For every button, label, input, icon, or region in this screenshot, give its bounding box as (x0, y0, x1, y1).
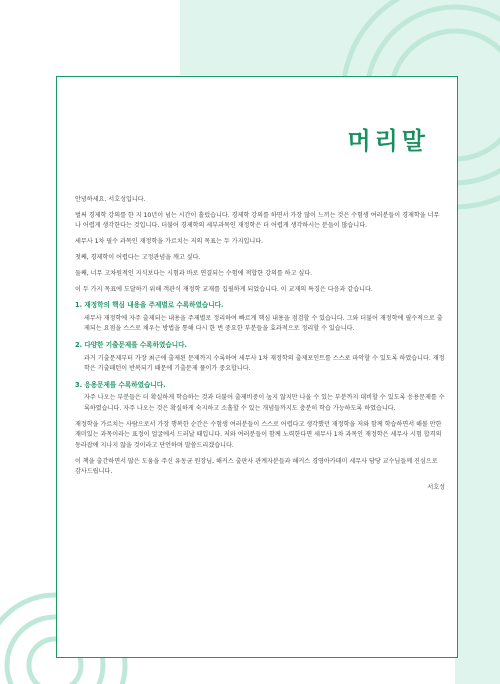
intro-paragraph: 세무사 1차 필수 과목인 재정학을 가르치는 저의 목표는 두 가지입니다. (75, 238, 264, 246)
section-heading: 1. 재정학의 핵심 내용을 주제별로 수록하였습니다. (75, 301, 224, 310)
intro-paragraph: 둘째, 너무 고차원적인 지식보다는 시험과 바로 연결되는 수험에 적합한 강의를 하고 싶다. (75, 269, 313, 277)
intro-paragraph: 첫째, 경제학이 어렵다는 고정관념을 깨고 싶다. (75, 253, 201, 261)
signature: 서호성 (427, 483, 445, 491)
greeting: 안녕하세요. 서호성입니다. (75, 196, 146, 203)
page-title: 머리말 (347, 127, 429, 155)
top-tint-block (180, 0, 500, 75)
section-heading: 2. 다양한 기출문제를 수록하였습니다. (75, 341, 188, 350)
intro-paragraph: 벌써 경제학 강의를 한 지 10년이 넘는 시간이 흘렀습니다. 경제학 강의를 하면서 가장 많이 느끼는 것은 수험생 여러분들이 경제학을 너무나 어렵게 생각한다는 것입니다. 더불어 경제학의 세부과목인 재정학은 더 어렵게 생각하시는 분들이 많습니다. (75, 211, 440, 230)
closing-paragraph: 이 책을 출간하면서 많은 도움을 주신 유동균 원장님, 해커스 출판사 관계자분들과 해커스 경영아카데미 세무사 담당 교수님들께 진심으로 감사드립니다. (75, 457, 438, 476)
section-heading: 3. 응용문제를 수록하였습니다. (75, 380, 166, 389)
section-body: 과거 기출문제부터 가장 최근에 출제된 문제까지 수록하여 세무사 1차 재정학의 출제포인트를 스스로 파악할 수 있도록 하였습니다. 재정학은 기출패턴이 반복되기 때문에 기출문제 풀이가 중요합니다. (84, 354, 445, 373)
section-body: 세무사 재정학에 자주 출제되는 내용을 주제별로 정리하여 빠르게 핵심 내용을 점검할 수 있습니다. 그와 더불어 재정학에 필수적으로 출제되는 요점을 스스로 채우는 방법을 통해 다시 한 번 중요한 부분들을 효과적으로 정리할 수 있습니다. (84, 314, 443, 333)
section-body: 자주 나오는 부분들은 더 확실하게 학습하는 것과 더불어 출제비중이 높지 않지만 나올 수 있는 부분까지 대비할 수 있도록 응용문제를 수록하였습니다. 자주 나오는 것은 확실하게 숙지하고 소홀할 수 있는 개념들까지도 충분히 학습 가능하도록 하였습니다. (84, 394, 445, 413)
closing-paragraph: 재정학을 가르치는 사람으로서 가장 행복한 순간은 수험생 여러분들이 스스로 어렵다고 생각했던 재정학을 저와 함께 학습하면서 해볼 만한 재미있는 과목이라는 표정이 얼굴에서 드러날 때입니다. 저와 여러분들이 함께 노력한다면 세무사 1차 과목인 재정학은 세무사 시험 합격의 동라잡에 지나지 않을 것이라고 단언하며 말씀드리겠습니다. (75, 420, 442, 449)
preface-frame (56, 76, 458, 658)
preface-body (75, 195, 445, 494)
intro-paragraph: 이 두 가지 목표에 도달하기 위해 객관식 재정학 교재를 집필하게 되었습니다. 이 교재의 특징은 다음과 같습니다. (75, 285, 373, 293)
